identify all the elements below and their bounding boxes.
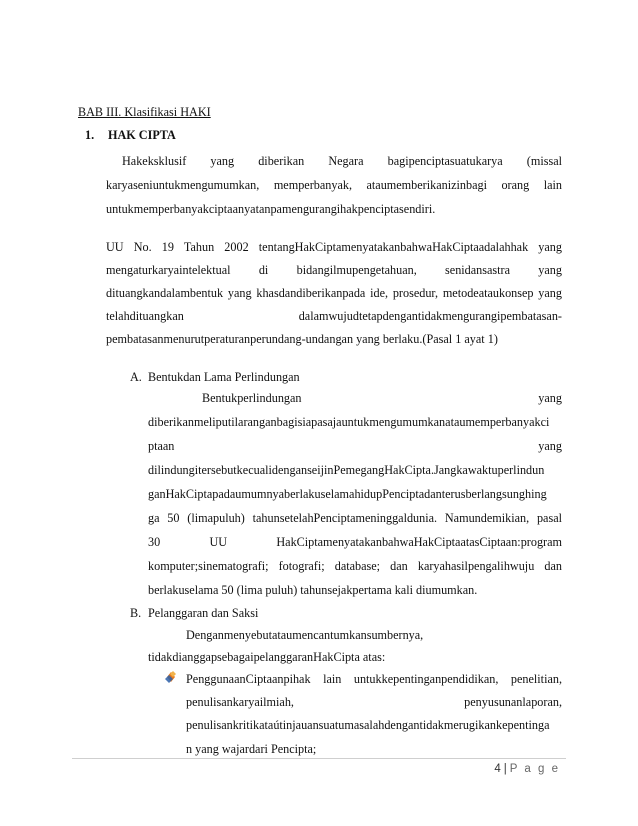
sub-a-line-7: 30 UU HakCiptamenyatakanbahwaHakCiptaatasCiptaan:program: [148, 535, 562, 549]
subsection-a-label: A.: [130, 370, 142, 384]
para2-line-2: mengaturkaryaintelektual di bidangilmupengetahuan, senidansastra yang: [106, 263, 562, 277]
bullet-line-2: penulisankaryailmiah, penyusunanlaporan,: [186, 695, 562, 709]
footer-separator: |: [503, 763, 507, 775]
para1-line-1: Hakeksklusif yang diberikan Negara bagipenciptasuatukarya (missal: [122, 154, 562, 168]
para2-line-5: pembatasanmenurutperaturanperundang-undangan yang berlaku.(Pasal 1 ayat 1): [106, 332, 498, 346]
para2-line-1: UU No. 19 Tahun 2002 tentangHakCiptamenyatakanbahwaHakCiptaadalahhak yang: [106, 240, 562, 254]
diamond-bullet-icon: [164, 670, 178, 684]
para1-line-2: karyaseniuntukmengumumkan, memperbanyak, ataumemberikanizinbagi orang lain: [106, 178, 562, 192]
para1-line-3: untukmemperbanyakciptaanyatanpamengurangihakpenciptasendiri.: [106, 202, 436, 216]
footer-divider: [72, 758, 566, 759]
sub-b-line-1: Denganmenyebutataumencantumkansumbernya,: [186, 628, 424, 642]
para2-line-3: dituangkandalambentuk yang khasdandiberikanpada ide, prosedur, metodeataukonsep yang: [106, 286, 562, 300]
bullet-line-1: PenggunaanCiptaanpihak lain untukkepentinganpendidikan, penelitian,: [186, 672, 562, 686]
page-number: 4: [494, 763, 501, 775]
sub-a-line-4: dilindungitersebutkecualidenganseijinPemegangHakCipta.Jangkawaktuperlindun: [148, 463, 545, 477]
sub-b-line-2: tidakdianggapsebagaipelanggaranHakCipta atas:: [148, 650, 386, 664]
subsection-a-title: Bentukdan Lama Perlindungan: [148, 370, 300, 384]
section-number: 1.: [85, 128, 95, 142]
sub-a-line-9: berlakuselama 50 (lima puluh) tahunsejakpertama kali diumumkan.: [148, 583, 478, 597]
subsection-b-label: B.: [130, 606, 142, 620]
subsection-b-title: Pelanggaran dan Saksi: [148, 606, 259, 620]
page-label: P a g e: [509, 763, 560, 775]
bullet-line-3: penulisankritikataútinjauansuatumasalahdengantidakmerugikankepentinga: [186, 718, 550, 732]
sub-a-line-5: ganHakCiptapadaumumnyaberlakuselamahidupPenciptadanterusberlangsunghing: [148, 487, 547, 501]
para2-line-4: telahdituangkan dalamwujudtetapdengantidakmengurangipembatasan-: [106, 309, 562, 323]
sub-a-line-8: komputer;sinematografi; fotografi; database; dan karyahasilpengalihwuju dan: [148, 559, 562, 573]
page-footer: [494, 763, 560, 775]
sub-a-line-6: ga 50 (limapuluh) tahunsetelahPenciptameninggaldunia. Namundemikian, pasal: [148, 511, 562, 525]
sub-a-line-2: diberikanmeliputilaranganbagisiapasajauntukmengumumkanataumemperbanyakci: [148, 415, 550, 429]
chapter-title: BAB III. Klasifikasi HAKI: [78, 105, 211, 119]
sub-a-line-3: ptaan yang: [148, 439, 562, 453]
section-title: HAK CIPTA: [108, 128, 176, 142]
sub-a-line-1: Bentukperlindungan yang: [202, 391, 562, 405]
bullet-line-4: n yang wajardari Pencipta;: [186, 742, 317, 756]
